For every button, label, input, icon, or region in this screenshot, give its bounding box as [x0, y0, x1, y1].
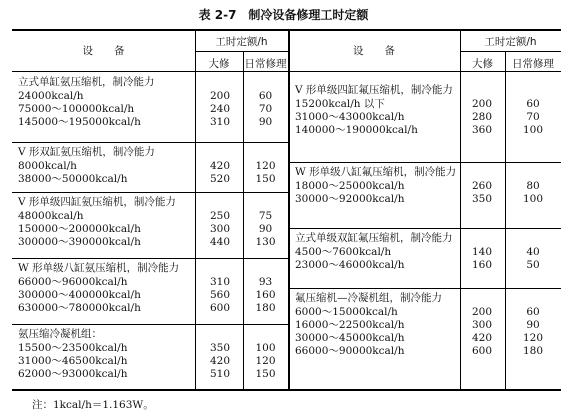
left-spec: 38000～50000kcal/h [18, 173, 128, 185]
right-routine-value: 50 [526, 259, 540, 271]
left-group-name: V 形双缸氨压缩机，制冷能力 [18, 146, 155, 158]
left-overhaul-value: 520 [209, 173, 231, 185]
left-spec: 145000～195000kcal/h [18, 116, 141, 128]
right-overhaul-value: 280 [471, 111, 493, 123]
right-routine-value: 60 [526, 306, 540, 318]
left-overhaul-value: 560 [209, 289, 231, 301]
right-spec: 30000～45000kcal/h [295, 332, 405, 344]
right-group-name: V 形单级四缸氟压缩机，制冷能力 [295, 84, 453, 96]
right-overhaul-value: 360 [471, 124, 493, 136]
left-routine-value: 150 [255, 173, 276, 185]
right-overhaul-value: 300 [471, 319, 493, 331]
left-routine-value: 90 [258, 223, 273, 235]
left-routine-value: 120 [255, 355, 276, 367]
left-quota-header: 工时定额/h [215, 36, 268, 48]
left-spec: 24000kcal/h [18, 90, 84, 102]
right-equipment-header: 设 备 [353, 45, 395, 57]
right-spec: 23000～46000kcal/h [295, 259, 405, 271]
right-routine-value: 90 [526, 319, 540, 331]
left-overhaul-value: 420 [209, 160, 231, 172]
left-routine-value: 180 [255, 302, 276, 314]
left-routine-value: 90 [258, 116, 273, 128]
left-overhaul-value: 200 [209, 90, 231, 102]
right-overhaul-value: 600 [471, 345, 493, 357]
left-equipment-header: 设 备 [82, 45, 125, 57]
right-overhaul-header: 大修 [472, 58, 493, 70]
left-spec: 300000～400000kcal/h [18, 289, 141, 301]
right-routine-value: 60 [526, 98, 540, 110]
right-spec: 6000～15000kcal/h [295, 306, 398, 318]
header-bottom-rule [12, 71, 561, 72]
left-spec: 8000kcal/h [18, 160, 77, 172]
left-group-name: 氨压缩冷凝机组： [18, 328, 102, 340]
repair-hours-table [12, 29, 563, 389]
left-spec: 150000～200000kcal/h [18, 223, 141, 235]
right-spec: 15200kcal/h 以下 [295, 98, 385, 110]
table-title: 表 2-7 制冷设备修理工时定额 [198, 8, 369, 22]
right-overhaul-value: 140 [471, 246, 493, 258]
left-group-rule [12, 142, 288, 143]
left-overhaul-value: 240 [209, 103, 231, 115]
right-routine-header: 日常修理 [512, 58, 554, 70]
right-spec: 18000～25000kcal/h [295, 180, 405, 192]
right-routine-value: 40 [526, 246, 540, 258]
right-group-rule [288, 228, 561, 229]
left-routine-value: 120 [255, 160, 276, 172]
left-routine-value: 150 [255, 368, 276, 380]
right-group-rule [288, 162, 561, 163]
left-routine-value: 100 [255, 342, 276, 354]
right-overhaul-value: 160 [471, 259, 493, 271]
left-group-rule [12, 324, 288, 325]
right-spec: 30000～92000kcal/h [295, 193, 405, 205]
right-overhaul-value: 260 [471, 180, 493, 192]
right-spec: 16000～22500kcal/h [295, 319, 405, 331]
right-routine-value: 120 [522, 332, 544, 344]
left-spec: 48000kcal/h [18, 210, 84, 222]
left-spec: 62000～93000kcal/h [18, 368, 128, 380]
right-overhaul-value: 200 [471, 98, 493, 110]
right-group-rule [288, 288, 561, 289]
left-overhaul-value: 350 [209, 342, 231, 354]
left-group-name: 立式单缸氨压缩机，制冷能力 [18, 76, 155, 88]
left-header-subrule [195, 51, 288, 52]
left-routine-value: 70 [258, 103, 273, 115]
right-spec: 31000～43000kcal/h [295, 111, 405, 123]
left-routine-value: 130 [255, 236, 276, 248]
left-overhaul-value: 310 [209, 276, 231, 288]
left-overhaul-value: 420 [209, 355, 231, 367]
footnote: 注：1kcal/h＝1.163W。 [32, 399, 154, 411]
left-spec: 75000～100000kcal/h [18, 103, 135, 115]
right-spec: 66000～90000kcal/h [295, 345, 405, 357]
left-overhaul-value: 510 [209, 368, 231, 380]
right-overhaul-value: 350 [471, 193, 493, 205]
left-group-rule [12, 258, 288, 259]
left-group-name: V 形单级四缸氨压缩机，制冷能力 [18, 196, 176, 208]
right-group-name: 立式单级双缸氟压缩机，制冷能力 [295, 232, 453, 244]
right-routine-value: 70 [526, 111, 540, 123]
right-group-name: W 形单级八缸氟压缩机，制冷能力 [295, 166, 457, 178]
left-overhaul-value: 250 [209, 210, 231, 222]
right-spec: 140000～190000kcal/h [295, 124, 418, 136]
left-spec: 31000～46500kcal/h [18, 355, 128, 367]
right-routine-value: 80 [526, 180, 540, 192]
right-header-subrule [460, 51, 561, 52]
left-routine-value: 75 [258, 210, 273, 222]
right-overhaul-value: 200 [471, 306, 493, 318]
left-overhaul-value: 310 [209, 116, 231, 128]
left-spec: 300000～390000kcal/h [18, 236, 141, 248]
right-quota-header: 工时定额/h [484, 36, 537, 48]
right-group-name: 氟压缩机—冷凝机组，制冷能力 [295, 292, 442, 304]
right-routine-value: 100 [522, 193, 544, 205]
right-routine-value: 100 [522, 124, 544, 136]
left-equipment-divider [195, 29, 196, 389]
left-routine-header: 日常修理 [244, 58, 287, 70]
left-overhaul-value: 600 [209, 302, 231, 314]
center-divider [288, 29, 290, 389]
right-overhaul-value: 420 [471, 332, 493, 344]
right-routine-value: 180 [522, 345, 544, 357]
left-routine-value: 60 [258, 90, 273, 102]
left-group-name: W 形单级八缸氨压缩机，制冷能力 [18, 262, 180, 274]
left-spec: 66000～96000kcal/h [18, 276, 128, 288]
left-overhaul-header: 大修 [208, 58, 230, 70]
left-spec: 15500～23500kcal/h [18, 342, 128, 354]
left-overhaul-value: 440 [209, 236, 231, 248]
right-spec: 4500～7600kcal/h [295, 246, 392, 258]
left-routine-value: 93 [258, 276, 273, 288]
left-overhaul-value: 300 [209, 223, 231, 235]
left-spec: 630000～780000kcal/h [18, 302, 141, 314]
left-group-rule [12, 192, 288, 193]
left-routine-value: 160 [255, 289, 276, 301]
